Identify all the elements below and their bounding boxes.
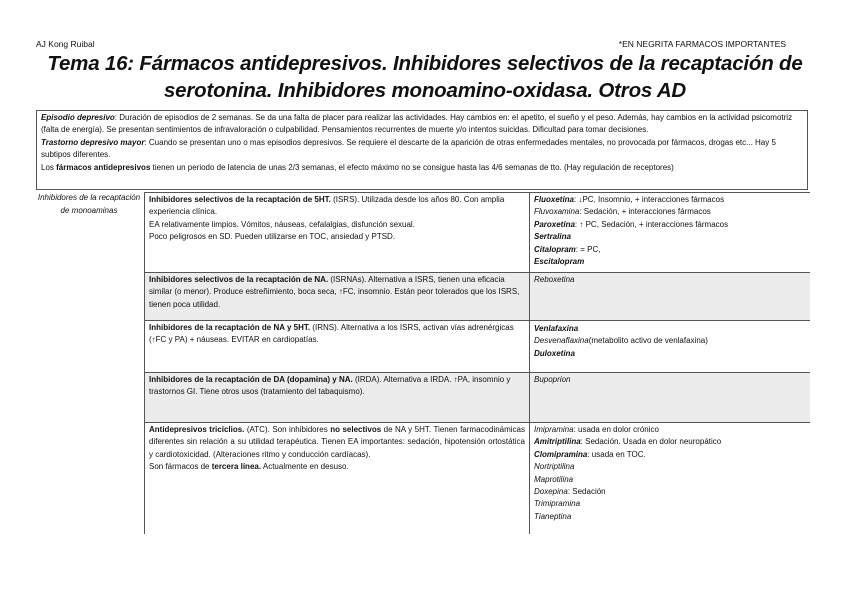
text-episodio: : Duración de episodios de 2 semanas. Se da una falta de placer para realizar las actividades. Hay cambios en: el apetito, el sueño y el peso. Además, hay cambios en la actividad psicomotriz (falta de energía). Se presentan sentimientos de infravaloración o culpabilidad. Pensamientos recurrentes de muerte y/o intentos suicidas. Dificultad para tomar decisiones. bbox=[41, 113, 793, 135]
drug-item bbox=[534, 449, 806, 461]
term-episodio: Episodio depresivo bbox=[41, 113, 115, 122]
row-text: (IRDA). Alternativa a IRDA. ↑PA, insomnio y trastornos GI. Tiene otros usos (tratamiento del tabaquismo). bbox=[149, 375, 511, 397]
page-title bbox=[30, 50, 820, 104]
drug-detail: : Sedación, + interacciones fármacos bbox=[579, 207, 711, 217]
table-row bbox=[144, 320, 810, 372]
row-bold: no selectivos bbox=[330, 425, 382, 434]
drug-name: Fluoxetina bbox=[534, 195, 575, 204]
drug-name: Desvenaflaxina bbox=[534, 336, 589, 346]
term-farmacos: fármacos antidepresivos bbox=[56, 162, 151, 172]
text-latencia: tienen un periodo de latencia de unas 2/3 semanas, el efecto máximo no se consigue hasta las 4/6 semanas de tto. (Hay regulación de receptores) bbox=[150, 162, 674, 172]
table-row bbox=[144, 272, 810, 320]
drug-item bbox=[534, 436, 806, 448]
drug-name: Bupoprion bbox=[534, 375, 571, 384]
drug-detail: : Sedación. Usada en dolor neuropático bbox=[580, 437, 722, 447]
title-line-1: Tema 16: Fármacos antidepresivos. Inhibidores selectivos de la recaptación de bbox=[47, 52, 803, 75]
drug-name: Escitalopram bbox=[534, 257, 585, 267]
drug-name: Venlafaxina bbox=[534, 324, 579, 333]
row-text: (ISRS). Utilizada desde los años 80. Con amplia experiencia clínica. bbox=[149, 195, 505, 217]
drugs-cell bbox=[530, 193, 810, 272]
drug-item bbox=[534, 498, 806, 510]
drug-name: Fluvoxamina bbox=[534, 207, 580, 217]
drug-item bbox=[534, 424, 806, 436]
drug-name: Nortriptilina bbox=[534, 462, 575, 472]
drug-name: Duloxetina bbox=[534, 348, 575, 358]
drug-item bbox=[534, 511, 806, 523]
drug-detail: : usada en TOC. bbox=[587, 449, 646, 459]
row-line: Actualmente en desuso. bbox=[261, 462, 349, 472]
drug-name: Reboxetina bbox=[534, 275, 575, 284]
drug-detail: : = PC, bbox=[575, 244, 601, 254]
row-title: Inhibidores de la recaptación de DA (dopamina) y NA. bbox=[149, 375, 353, 384]
drug-name: Sertralina bbox=[534, 232, 571, 242]
drug-name: Maprotilina bbox=[534, 474, 574, 484]
drug-detail: : ↓PC, Insomnio, + interacciones fármacos bbox=[574, 195, 725, 204]
row-line: Son fármacos de bbox=[149, 462, 212, 472]
drug-detail: (metabolito activo de venlafaxina) bbox=[588, 336, 708, 346]
row-line: EA relativamente limpios. Vómitos, náuseas, cefalalgias, disfunción sexual. bbox=[149, 219, 415, 229]
drug-item bbox=[534, 374, 806, 386]
table-row bbox=[144, 192, 810, 272]
category-label: Inhibidores de la recaptación de monoaminas bbox=[37, 193, 141, 215]
legend-note: *EN NEGRITA FARMACOS IMPORTANTES bbox=[618, 39, 786, 49]
drug-detail: : usada en dolor crónico bbox=[573, 425, 659, 434]
drug-name: Tianeptina bbox=[534, 511, 572, 521]
drug-name: Doxepina bbox=[534, 487, 568, 497]
drug-name: Amitriptilina bbox=[534, 437, 581, 447]
drug-item bbox=[534, 256, 806, 268]
drug-item bbox=[534, 323, 806, 335]
drug-item bbox=[534, 206, 806, 218]
row-bold: tercera línea. bbox=[211, 462, 262, 472]
drug-item bbox=[534, 231, 806, 243]
row-title: Inhibidores selectivos de la recaptación de 5HT. bbox=[149, 195, 331, 204]
row-text: (ATC). Son inhibidores bbox=[244, 425, 331, 434]
table-row bbox=[144, 422, 810, 534]
author-name: AJ Kong Ruibal bbox=[36, 39, 95, 49]
drugs-cell bbox=[530, 321, 810, 372]
drug-name: Citalopram bbox=[534, 244, 576, 254]
drug-detail: : Sedación bbox=[567, 487, 606, 497]
row-line: Poco peligrosos en SD. Pueden utilizarse en TOC, ansiedad y PTSD. bbox=[149, 232, 396, 242]
drug-item bbox=[534, 274, 806, 286]
drugs-cell bbox=[530, 273, 810, 320]
title-line-2: serotonina. Inhibidores monoamino-oxidasa. Otros AD bbox=[163, 79, 687, 102]
term-trastorno: Trastorno depresivo mayor bbox=[41, 137, 145, 147]
drug-item bbox=[534, 474, 806, 486]
row-text: (ISRNAs). Alternativa a ISRS, tienen una eficacia similar (o menor). Produce estreñimiento, boca seca, ↑FC, insomnio. Están peor tolerados que los ISRS, tienen poca utilidad. bbox=[149, 275, 520, 309]
drug-name: Clomipramina bbox=[534, 449, 588, 459]
row-title: Inhibidores de la recaptación de NA y 5HT. bbox=[149, 323, 311, 332]
drug-item bbox=[534, 348, 806, 360]
drug-item bbox=[534, 335, 806, 347]
description-cell bbox=[144, 423, 530, 534]
intro-box bbox=[36, 110, 808, 190]
drug-name: Paroxetina bbox=[534, 219, 575, 229]
description-cell bbox=[144, 273, 530, 320]
text-los: Los bbox=[41, 162, 57, 172]
row-title: Inhibidores selectivos de la recaptación de NA. bbox=[149, 275, 329, 284]
drug-item bbox=[534, 244, 806, 256]
drug-item bbox=[534, 219, 806, 231]
drug-item bbox=[534, 486, 806, 498]
table-row bbox=[144, 372, 810, 422]
drug-name: Imipramina bbox=[534, 425, 574, 434]
drugs-cell bbox=[530, 373, 810, 422]
description-cell bbox=[144, 321, 530, 372]
drugs-cell bbox=[530, 423, 810, 534]
description-cell bbox=[144, 193, 530, 272]
drug-item bbox=[534, 194, 806, 206]
drug-item bbox=[534, 461, 806, 473]
description-cell bbox=[144, 373, 530, 422]
text-trastorno: : Cuando se presentan uno o mas episodios depresivos. Se requiere el descarte de la aparición de otras enfermedades mentales, no provocada por fármacos, drogas etc... Hay 5 subtipos diferentes. bbox=[41, 137, 776, 160]
row-text: (IRNS). Alternativa a los ISRS, activan vías adrenérgicas (↑FC y PA) + náuseas. EVITAR en cardiopatías. bbox=[149, 323, 514, 345]
row-title: Antidepresivos tricíclios. bbox=[149, 425, 245, 434]
drug-detail: : ↑ PC, Sedación, + interacciones fármacos bbox=[574, 219, 729, 229]
drug-name: Trimipramina bbox=[534, 499, 581, 509]
row-text: de NA y 5HT. Tienen farmacodinámicas diferentes sin relación a su utilidad terapéutica. Tienen EA importantes: sedación, hipotensión ortostática y cardiotoxicidad. (Alteraciones ritmo y conducción cardíacas). bbox=[149, 425, 526, 459]
